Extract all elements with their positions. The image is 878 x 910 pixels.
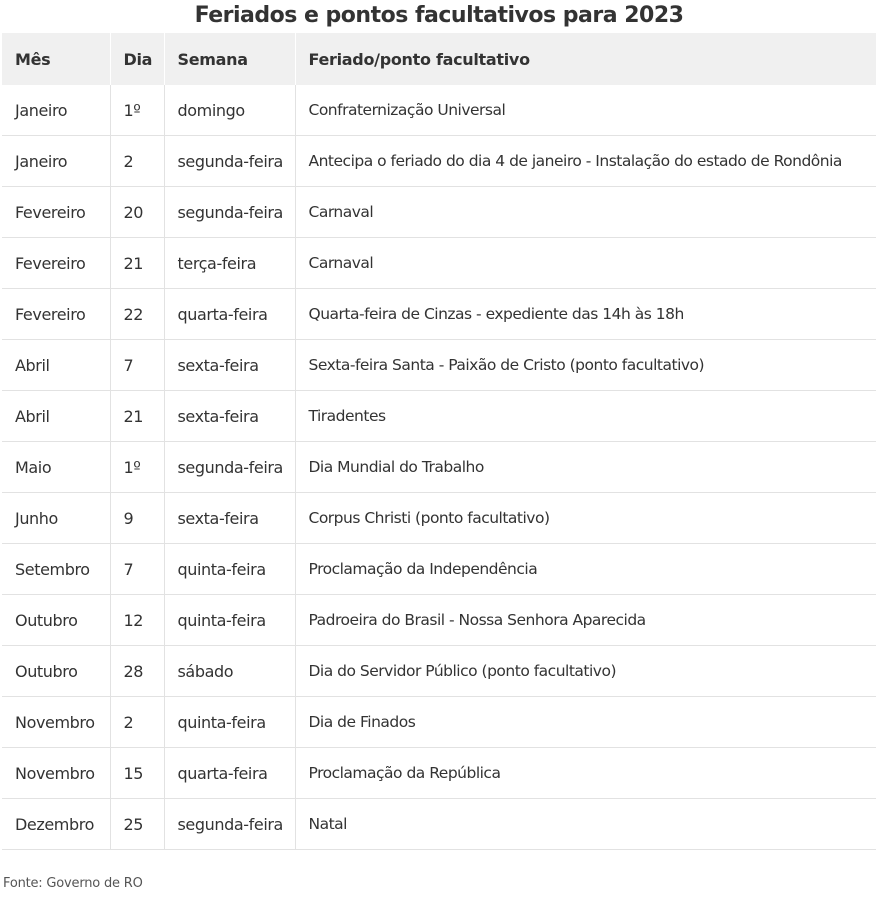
- column-header-feriado: Feriado/ponto facultativo: [295, 33, 876, 85]
- cell-mes: Maio: [2, 442, 110, 493]
- cell-dia: 20: [110, 187, 164, 238]
- cell-mes: Abril: [2, 340, 110, 391]
- holidays-table: [2, 33, 876, 850]
- cell-dia: 22: [110, 289, 164, 340]
- cell-mes: Fevereiro: [2, 238, 110, 289]
- cell-semana: quinta-feira: [164, 544, 295, 595]
- cell-feriado: Padroeira do Brasil - Nossa Senhora Aparecida: [295, 595, 876, 646]
- header-row: [2, 33, 876, 85]
- table-row: [2, 391, 876, 442]
- table-row: [2, 187, 876, 238]
- cell-mes: Janeiro: [2, 85, 110, 136]
- column-header-semana: Semana: [164, 33, 295, 85]
- cell-mes: Junho: [2, 493, 110, 544]
- cell-feriado: Dia Mundial do Trabalho: [295, 442, 876, 493]
- cell-mes: Novembro: [2, 748, 110, 799]
- cell-semana: terça-feira: [164, 238, 295, 289]
- cell-semana: segunda-feira: [164, 136, 295, 187]
- cell-dia: 1º: [110, 442, 164, 493]
- cell-semana: segunda-feira: [164, 187, 295, 238]
- table-row: [2, 595, 876, 646]
- cell-feriado: Proclamação da República: [295, 748, 876, 799]
- cell-mes: Novembro: [2, 697, 110, 748]
- cell-dia: 15: [110, 748, 164, 799]
- cell-semana: segunda-feira: [164, 799, 295, 850]
- cell-dia: 2: [110, 136, 164, 187]
- cell-feriado: Natal: [295, 799, 876, 850]
- cell-feriado: Dia de Finados: [295, 697, 876, 748]
- table-row: [2, 544, 876, 595]
- cell-feriado: Carnaval: [295, 187, 876, 238]
- cell-dia: 25: [110, 799, 164, 850]
- cell-dia: 1º: [110, 85, 164, 136]
- cell-semana: sábado: [164, 646, 295, 697]
- cell-semana: sexta-feira: [164, 493, 295, 544]
- table-row: [2, 646, 876, 697]
- cell-semana: sexta-feira: [164, 340, 295, 391]
- cell-mes: Outubro: [2, 646, 110, 697]
- cell-dia: 9: [110, 493, 164, 544]
- cell-dia: 12: [110, 595, 164, 646]
- table-row: [2, 442, 876, 493]
- cell-mes: Setembro: [2, 544, 110, 595]
- cell-feriado: Sexta-feira Santa - Paixão de Cristo (ponto facultativo): [295, 340, 876, 391]
- cell-dia: 7: [110, 340, 164, 391]
- cell-feriado: Antecipa o feriado do dia 4 de janeiro - Instalação do estado de Rondônia: [295, 136, 876, 187]
- cell-feriado: Corpus Christi (ponto facultativo): [295, 493, 876, 544]
- cell-mes: Dezembro: [2, 799, 110, 850]
- table-row: [2, 340, 876, 391]
- table-row: [2, 748, 876, 799]
- cell-mes: Fevereiro: [2, 289, 110, 340]
- cell-dia: 21: [110, 238, 164, 289]
- table-row: [2, 136, 876, 187]
- cell-dia: 28: [110, 646, 164, 697]
- cell-mes: Outubro: [2, 595, 110, 646]
- table-body: [2, 85, 876, 850]
- cell-dia: 7: [110, 544, 164, 595]
- column-header-dia: Dia: [110, 33, 164, 85]
- source-note: Fonte: Governo de RO: [3, 876, 143, 891]
- cell-mes: Abril: [2, 391, 110, 442]
- cell-feriado: Carnaval: [295, 238, 876, 289]
- cell-feriado: Quarta-feira de Cinzas - expediente das 14h às 18h: [295, 289, 876, 340]
- cell-semana: quarta-feira: [164, 289, 295, 340]
- cell-semana: quinta-feira: [164, 595, 295, 646]
- table-row: [2, 697, 876, 748]
- cell-dia: 2: [110, 697, 164, 748]
- cell-semana: quarta-feira: [164, 748, 295, 799]
- cell-semana: quinta-feira: [164, 697, 295, 748]
- cell-semana: domingo: [164, 85, 295, 136]
- cell-feriado: Proclamação da Independência: [295, 544, 876, 595]
- table-row: [2, 799, 876, 850]
- page-title: Feriados e pontos facultativos para 2023: [194, 3, 684, 28]
- cell-mes: Fevereiro: [2, 187, 110, 238]
- cell-mes: Janeiro: [2, 136, 110, 187]
- cell-feriado: Tiradentes: [295, 391, 876, 442]
- table-header: [2, 33, 876, 85]
- table-row: [2, 238, 876, 289]
- cell-feriado: Confraternização Universal: [295, 85, 876, 136]
- cell-semana: segunda-feira: [164, 442, 295, 493]
- cell-feriado: Dia do Servidor Público (ponto facultativo): [295, 646, 876, 697]
- table-row: [2, 85, 876, 136]
- column-header-mes: Mês: [2, 33, 110, 85]
- cell-semana: sexta-feira: [164, 391, 295, 442]
- table-row: [2, 289, 876, 340]
- cell-dia: 21: [110, 391, 164, 442]
- table-row: [2, 493, 876, 544]
